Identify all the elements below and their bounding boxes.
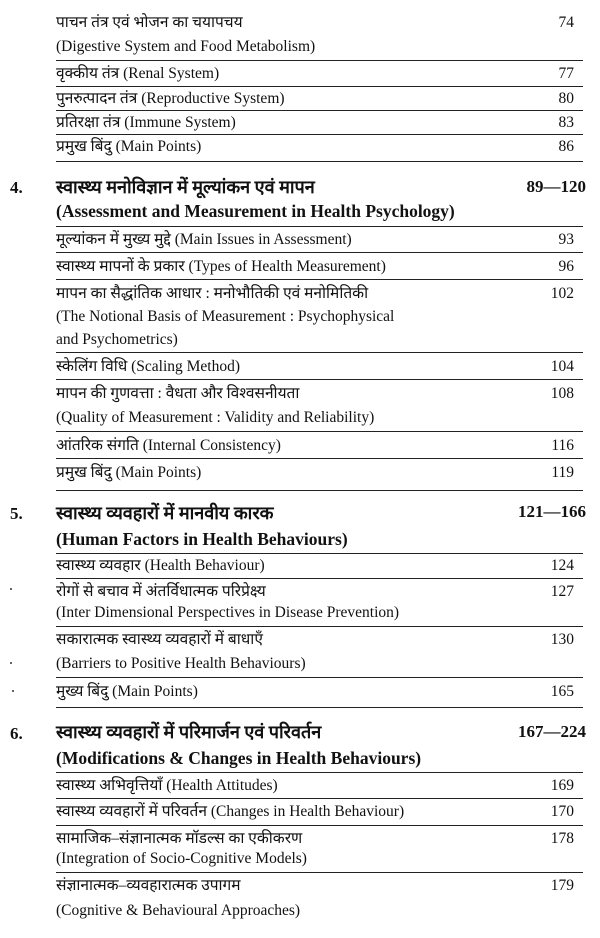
divider (56, 110, 583, 111)
toc-entry-title: पुनरुत्पादन तंत्र (Reproductive System) (56, 90, 285, 107)
scan-speck (12, 690, 14, 692)
toc-entry-page: 170 (550, 803, 574, 820)
toc-entry-title: आंतरिक संगति (Internal Consistency) (56, 437, 281, 454)
chapter-page-range: 89—120 (526, 177, 586, 196)
toc-entry-title: संज्ञानात्मक–व्यवहारात्मक उपागम (56, 877, 241, 894)
toc-entry-page: 104 (550, 358, 574, 375)
toc-entry-title: प्रमुख बिंदु (Main Points) (56, 138, 202, 155)
chapter-number: 5. (10, 504, 23, 523)
toc-entry-page: 102 (550, 285, 574, 302)
chapter-subtitle: (Assessment and Measurement in Health Psychology) (56, 201, 455, 221)
toc-entry-title: मूल्यांकन में मुख्य मुद्दे (Main Issues in Assessment) (56, 231, 352, 248)
toc-entry-title: प्रतिरक्षा तंत्र (Immune System) (56, 114, 236, 131)
toc-entry-subtitle: (Barriers to Positive Health Behaviours) (56, 655, 306, 672)
divider (56, 578, 583, 579)
toc-entry-page: 116 (551, 437, 574, 454)
toc-entry-title: सकारात्मक स्वास्थ्य व्यवहारों में बाधाएँ (56, 631, 263, 648)
toc-entry-subtitle: (The Notional Basis of Measurement : Psychophysical (56, 308, 395, 325)
toc-entry-page: 108 (550, 385, 574, 402)
toc-entry-page: 179 (550, 877, 574, 894)
chapter-title: स्वास्थ्य व्यवहारों में मानवीय कारक (56, 503, 274, 523)
toc-entry-title: सामाजिक–संज्ञानात्मक मॉडल्स का एकीकरण (56, 830, 303, 847)
divider (56, 553, 583, 554)
toc-entry-subtitle: and Psychometrics) (56, 331, 178, 348)
divider (56, 279, 583, 280)
toc-entry-title: मुख्य बिंदु (Main Points) (56, 683, 198, 700)
toc-entry-title: स्वास्थ्य व्यवहार (Health Behaviour) (56, 557, 265, 574)
toc-entry-title: पाचन तंत्र एवं भोजन का चयापचय (56, 14, 243, 31)
divider (56, 825, 583, 826)
toc-entry-page: 178 (550, 830, 574, 847)
chapter-subtitle: (Modifications & Changes in Health Behaviours) (56, 748, 422, 768)
divider (56, 379, 583, 380)
chapter-page-range: 121—166 (518, 502, 586, 521)
toc-entry-subtitle: (Inter Dimensional Perspectives in Disease Prevention) (56, 604, 400, 621)
toc-entry-page: 124 (550, 557, 574, 574)
toc-entry-title: मापन का सैद्धांतिक आधार : मनोभौतिकी एवं मनोमितिकी (56, 285, 369, 302)
toc-entry-page: 86 (558, 138, 574, 155)
divider (56, 431, 583, 432)
toc-entry-page: 80 (558, 90, 574, 107)
toc-entry-title: वृक्कीय तंत्र (Renal System) (56, 65, 220, 82)
toc-entry-title: स्केलिंग विधि (Scaling Method) (56, 358, 241, 375)
divider (56, 134, 583, 135)
divider (56, 626, 583, 627)
divider (56, 226, 583, 227)
scan-speck (10, 662, 12, 664)
toc-entry-subtitle: (Quality of Measurement : Validity and Reliability) (56, 409, 375, 426)
chapter-title: स्वास्थ्य मनोविज्ञान में मूल्यांकन एवं मापन (56, 177, 315, 197)
divider (56, 798, 583, 799)
chapter-subtitle: (Human Factors in Health Behaviours) (56, 529, 348, 549)
toc-entry-title: मापन की गुणवत्ता : वैधता और विश्वसनीयता (56, 385, 300, 402)
divider (56, 161, 583, 162)
toc-entry-title: स्वास्थ्य व्यवहारों में परिवर्तन (Changes in Health Behaviour) (56, 803, 405, 820)
toc-entry-page: 96 (558, 258, 574, 275)
toc-entry-page: 77 (558, 65, 574, 82)
toc-entry-page: 127 (550, 583, 574, 600)
divider (56, 60, 583, 61)
toc-entry-title: प्रमुख बिंदु (Main Points) (56, 464, 202, 481)
divider (56, 352, 583, 353)
toc-entry-page: 165 (550, 683, 574, 700)
toc-entry-page: 83 (558, 114, 574, 131)
chapter-title: स्वास्थ्य व्यवहारों में परिमार्जन एवं परिवर्तन (56, 722, 322, 742)
toc-entry-title: स्वास्थ्य मापनों के प्रकार (Types of Health Measurement) (56, 258, 386, 275)
divider (56, 872, 583, 873)
chapter-number: 4. (10, 178, 23, 197)
toc-entry-subtitle: (Integration of Socio-Cognitive Models) (56, 850, 307, 867)
divider (56, 707, 583, 708)
toc-entry-title: रोगों से बचाव में अंतर्विधात्मक परिप्रेक्ष्य (56, 583, 266, 600)
toc-entry-page: 119 (551, 464, 574, 481)
divider (56, 458, 583, 459)
toc-entry-page: 169 (550, 777, 574, 794)
divider (56, 252, 583, 253)
toc-entry-page: 93 (558, 231, 574, 248)
divider (56, 490, 583, 491)
chapter-number: 6. (10, 724, 23, 743)
toc-entry-subtitle: (Digestive System and Food Metabolism) (56, 38, 316, 55)
toc-entry-title: स्वास्थ्य अभिवृत्तियाँ (Health Attitudes) (56, 777, 278, 794)
toc-entry-page: 74 (558, 14, 574, 31)
divider (56, 677, 583, 678)
toc-entry-page: 130 (550, 631, 574, 648)
divider (56, 86, 583, 87)
divider (56, 772, 583, 773)
chapter-page-range: 167—224 (518, 722, 586, 741)
toc-entry-subtitle: (Cognitive & Behavioural Approaches) (56, 902, 301, 919)
scan-speck (10, 588, 12, 590)
